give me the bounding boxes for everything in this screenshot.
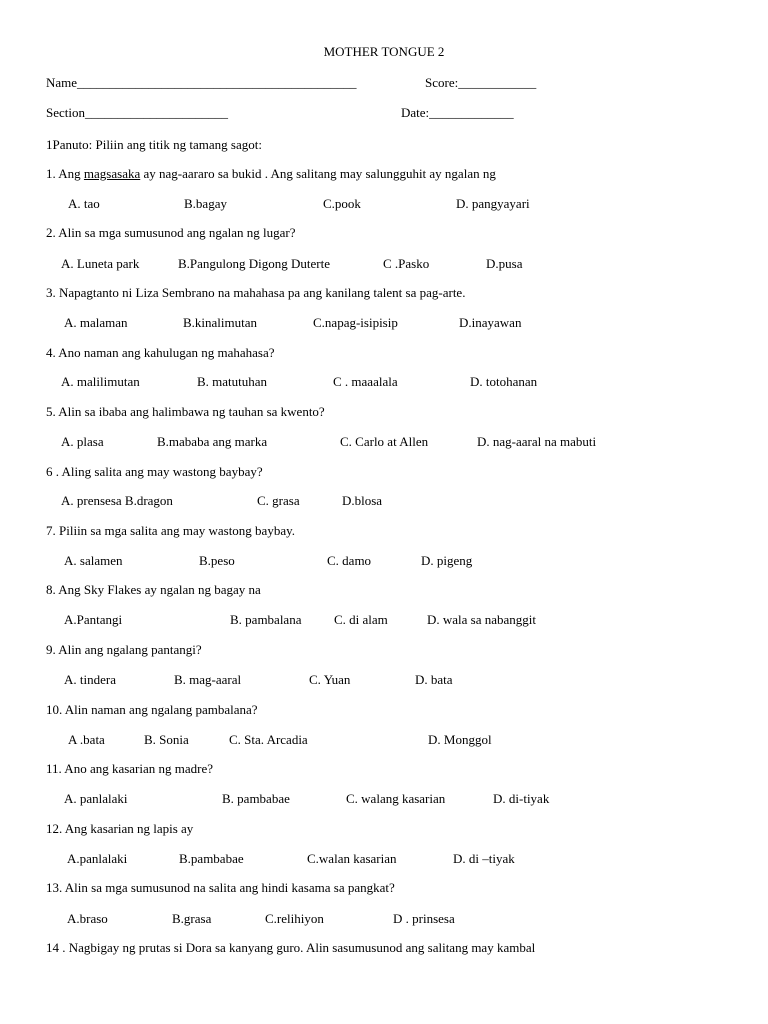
question-text: 1. Ang (46, 166, 84, 181)
question-5: 5. Alin sa ibaba ang halimbawa ng tauhan sa kwento? (46, 404, 325, 419)
choice-d: D. Monggol (428, 732, 492, 747)
choice-d: D. pangyayari (456, 196, 530, 211)
choice-a: A.panlalaki (67, 851, 128, 866)
question-11: 11. Ano ang kasarian ng madre? (46, 761, 214, 776)
choice-c: C. damo (327, 553, 372, 568)
choice-c: C. di alam (334, 612, 388, 627)
question-1 (46, 166, 496, 182)
choice-d: D. pigeng (421, 553, 473, 568)
choice-a: A. salamen (64, 553, 123, 568)
choice-b: B.grasa (172, 911, 212, 926)
question-4: 4. Ano naman ang kahulugan ng mahahasa? (46, 345, 275, 360)
choice-c: C. Yuan (309, 672, 351, 687)
choice-d: D.blosa (342, 493, 383, 508)
choice-d: D . prinsesa (393, 911, 455, 926)
choice-c: C.walan kasarian (307, 851, 397, 866)
choice-b: B.Pangulong Digong Duterte (178, 256, 331, 271)
choice-b: B.bagay (184, 196, 227, 211)
choice-d: D. di –tiyak (453, 851, 515, 866)
choice-b: B. matutuhan (197, 374, 268, 389)
choice-a: A. plasa (61, 434, 104, 449)
choice-c: C .Pasko (383, 256, 430, 271)
choice-a: A. tindera (64, 672, 116, 687)
question-9: 9. Alin ang ngalang pantangi? (46, 642, 202, 657)
choice-a: A. Luneta park (61, 256, 140, 271)
question-text: ay nag-aararo sa bukid . Ang salitang may salungguhit ay ngalan ng (140, 166, 496, 181)
choice-c: C. Sta. Arcadia (229, 732, 308, 747)
choice-c: C.pook (323, 196, 361, 211)
question-2: 2. Alin sa mga sumusunod ang ngalan ng lugar? (46, 225, 296, 240)
choice-d: D. wala sa nabanggit (427, 612, 537, 627)
choice-b: B. pambalana (230, 612, 302, 627)
choice-a-b: A. prensesa B.dragon (61, 493, 173, 508)
score-field-label: Score:____________ (425, 75, 537, 90)
choice-b: B.mababa ang marka (157, 434, 268, 449)
question-7: 7. Piliin sa mga salita ang may wastong baybay. (46, 523, 295, 538)
question-3: 3. Napagtanto ni Liza Sembrano na mahahasa pa ang kanilang talent sa pag-arte. (46, 285, 466, 300)
choice-a: A.braso (67, 911, 108, 926)
choice-d: D. nag-aaral na mabuti (477, 434, 597, 449)
choice-b: B.peso (199, 553, 235, 568)
choice-d: D. bata (415, 672, 453, 687)
question-13: 13. Alin sa mga sumusunod na salita ang hindi kasama sa pangkat? (46, 880, 395, 895)
underlined-word: magsasaka (83, 166, 141, 181)
choice-a: A. malaman (64, 315, 128, 330)
page-title: MOTHER TONGUE 2 (323, 44, 445, 59)
question-12: 12. Ang kasarian ng lapis ay (46, 821, 194, 836)
section-field-label: Section______________________ (46, 105, 228, 120)
choice-c: C.relihiyon (265, 911, 324, 926)
choice-c: C . maaalala (333, 374, 398, 389)
choice-c: C. walang kasarian (346, 791, 446, 806)
choice-c: C. grasa (257, 493, 300, 508)
date-field-label: Date:_____________ (401, 105, 514, 120)
choice-d: D.pusa (486, 256, 523, 271)
choice-c: C. Carlo at Allen (340, 434, 429, 449)
choice-d: D. totohanan (470, 374, 538, 389)
choice-b: B. Sonia (144, 732, 189, 747)
choice-a: A. malilimutan (61, 374, 140, 389)
question-10: 10. Alin naman ang ngalang pambalana? (46, 702, 258, 717)
choice-a: A. panlalaki (64, 791, 128, 806)
choice-a: A.Pantangi (64, 612, 123, 627)
choice-d: D. di-tiyak (493, 791, 550, 806)
choice-a: A. tao (68, 196, 100, 211)
name-field-label: Name___________________________________________ (46, 75, 357, 90)
question-6: 6 . Aling salita ang may wastong baybay? (46, 464, 263, 479)
choice-b: B.kinalimutan (183, 315, 258, 330)
instructions: 1Panuto: Piliin ang titik ng tamang sagot: (46, 137, 262, 152)
choice-b: B.pambabae (179, 851, 244, 866)
choice-b: B. mag-aaral (174, 672, 242, 687)
choice-c: C.napag-isipisip (313, 315, 398, 330)
choice-b: B. pambabae (222, 791, 290, 806)
choice-a: A .bata (68, 732, 105, 747)
choice-d: D.inayawan (459, 315, 522, 330)
question-8: 8. Ang Sky Flakes ay ngalan ng bagay na (46, 582, 261, 597)
question-14: 14 . Nagbigay ng prutas si Dora sa kanyang guro. Alin sasumusunod ang salitang may kambal (46, 940, 536, 955)
